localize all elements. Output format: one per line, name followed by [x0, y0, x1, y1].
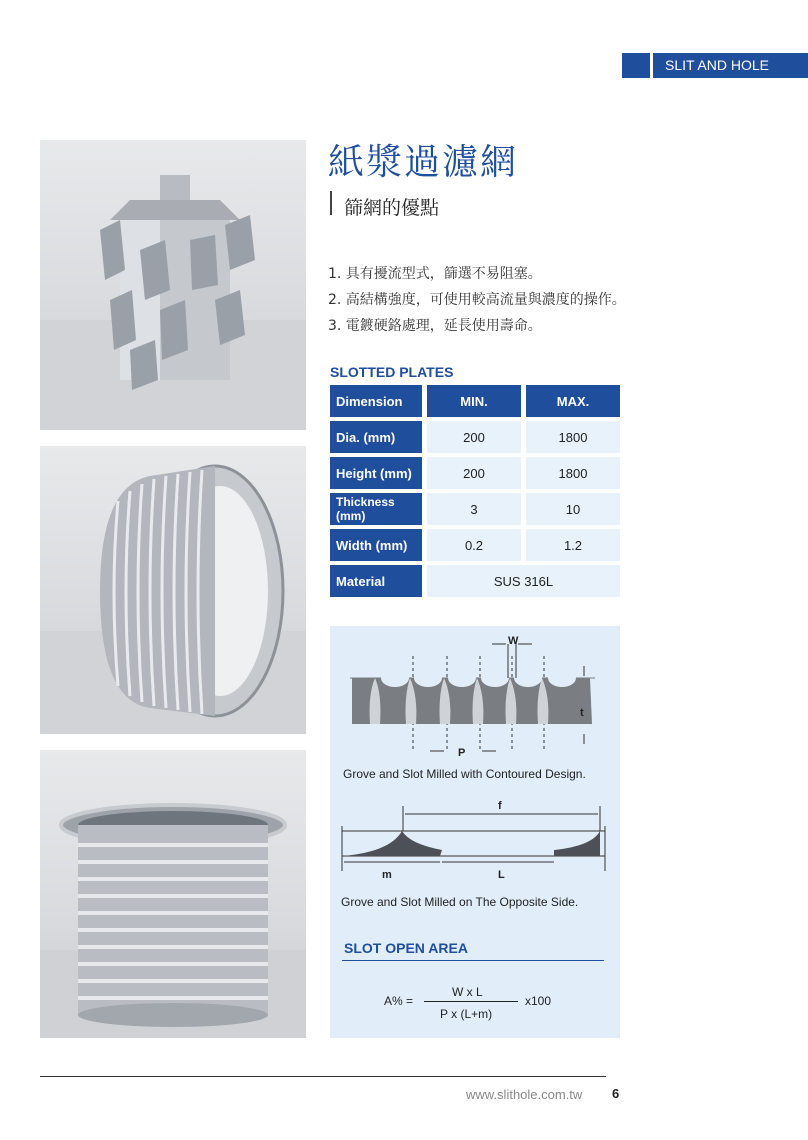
row-label: Dia. (mm) — [330, 421, 422, 453]
row-label: Thickness (mm) — [330, 493, 422, 525]
material-value: SUS 316L — [427, 565, 620, 597]
diagram1-caption: Grove and Slot Milled with Contoured Design. — [343, 767, 586, 781]
advantage-1: 1. 具有擾流型式，篩選不易阻塞。 — [328, 266, 542, 282]
page-number: 6 — [612, 1086, 620, 1101]
contoured-slot-diagram — [330, 626, 620, 766]
row-label: Height (mm) — [330, 457, 422, 489]
formula-fraction-bar — [424, 1001, 518, 1002]
header-max: MAX. — [526, 385, 620, 417]
footer-rule — [40, 1076, 606, 1077]
website-url[interactable]: www.slithole.com.tw — [466, 1087, 583, 1102]
slot-open-area-title: SLOT OPEN AREA — [344, 940, 468, 956]
row-label: Width (mm) — [330, 529, 422, 561]
formula-denominator: P x (L+m) — [440, 1007, 493, 1021]
page-title: 紙漿過濾網 — [328, 142, 519, 183]
w-label: W — [508, 635, 519, 647]
row-min: 200 — [427, 457, 521, 489]
page-subtitle: 篩網的優點 — [344, 197, 440, 219]
formula-lhs: A% = — [384, 994, 414, 1008]
t-label: t — [580, 707, 584, 719]
row-max: 10 — [526, 493, 620, 525]
row-max: 1.2 — [526, 529, 620, 561]
header-square — [622, 53, 650, 78]
slotted-ring-photo — [40, 446, 306, 734]
header-min: MIN. — [427, 385, 521, 417]
opposite-slot-diagram — [330, 796, 620, 886]
slotted-plates-table — [330, 385, 620, 597]
material-label: Material — [330, 565, 422, 597]
section-label: SLIT AND HOLE — [653, 53, 808, 78]
advantage-3: 3. 電鍍硬鉻處理，延長使用壽命。 — [328, 318, 542, 334]
header-dimension: Dimension — [330, 385, 422, 417]
row-max: 1800 — [526, 457, 620, 489]
row-min: 0.2 — [427, 529, 521, 561]
slot-open-area-rule — [342, 960, 604, 961]
formula-numerator: W x L — [452, 985, 483, 999]
diagram2-caption: Grove and Slot Milled on The Opposite Side. — [341, 895, 579, 909]
m-label: m — [382, 869, 392, 881]
rotor-photo — [40, 140, 306, 430]
diagram-panel — [330, 626, 620, 1038]
table-title: SLOTTED PLATES — [330, 364, 454, 380]
p-label: P — [458, 747, 466, 759]
subtitle-bar — [330, 191, 332, 215]
row-min: 200 — [427, 421, 521, 453]
f-label: f — [498, 800, 502, 812]
cylinder-basket-photo — [40, 750, 306, 1038]
advantage-2: 2. 高結構強度，可使用較高流量與濃度的操作。 — [328, 292, 626, 308]
row-min: 3 — [427, 493, 521, 525]
formula-factor: x100 — [525, 994, 552, 1008]
l-label: L — [498, 869, 505, 881]
row-max: 1800 — [526, 421, 620, 453]
